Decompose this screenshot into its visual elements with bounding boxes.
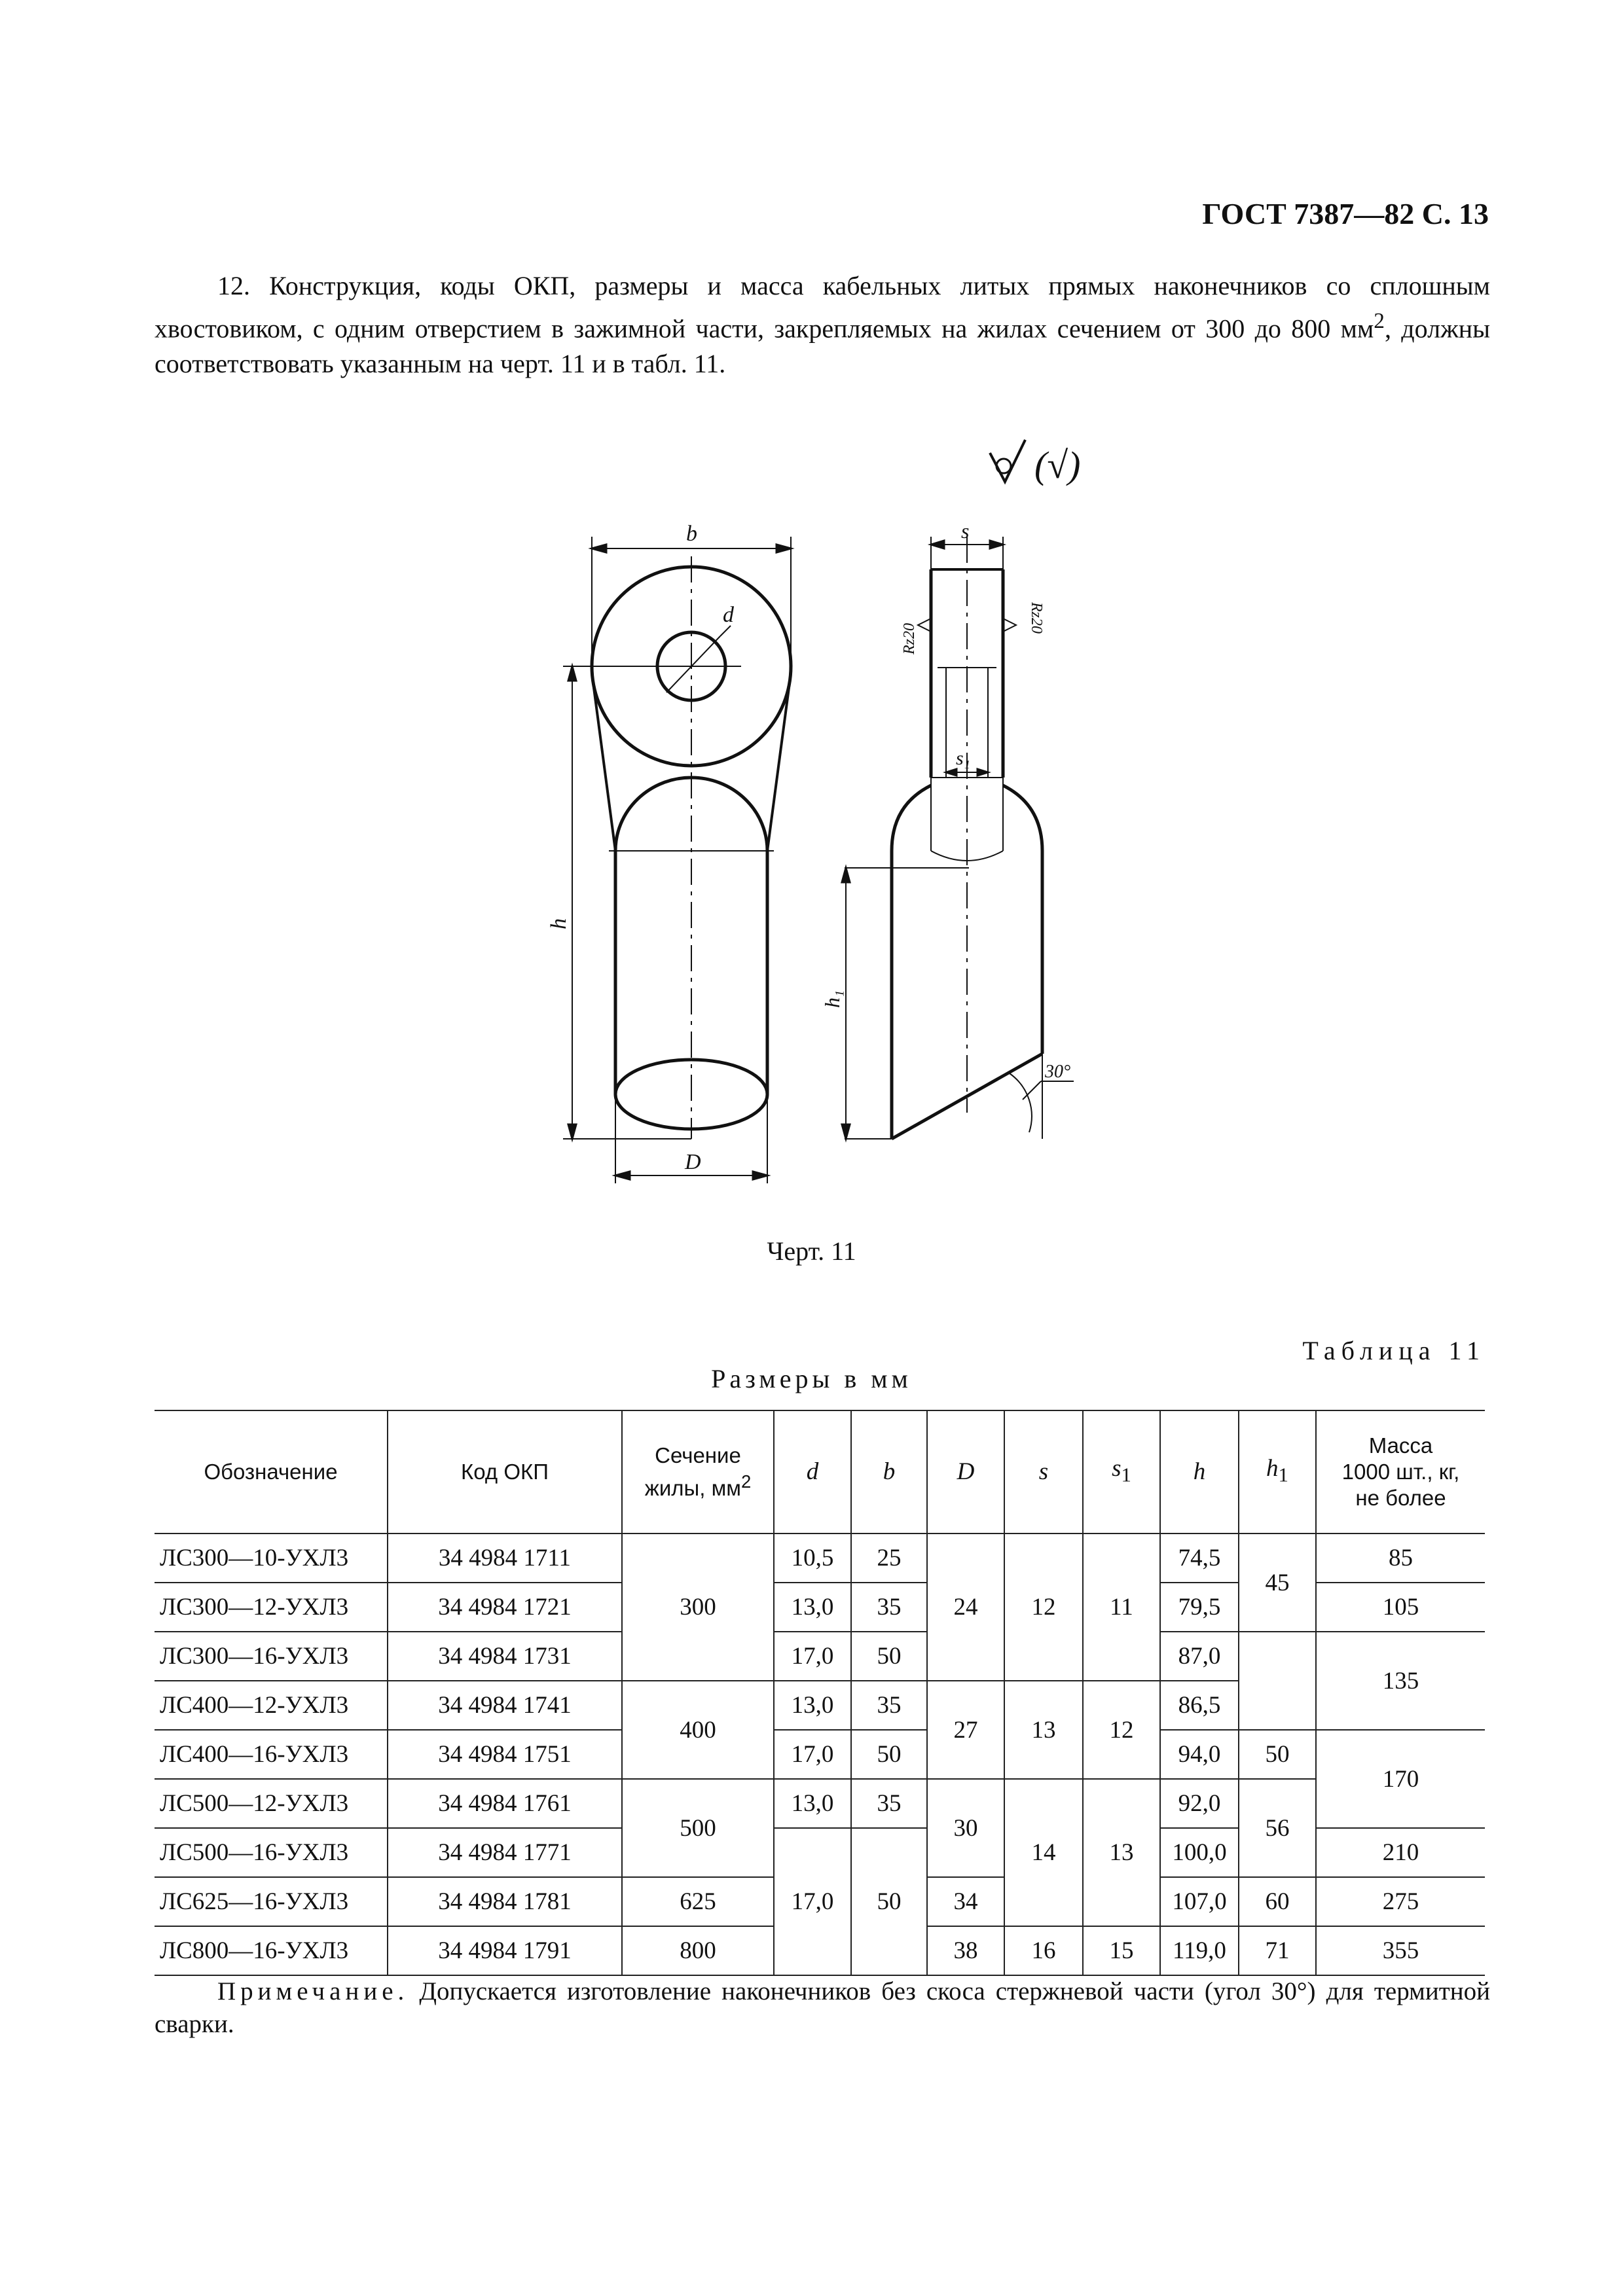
cell-h: 94,0 [1160,1730,1239,1779]
note-text: Допускается изготовление наконечников без скоса стержневой части (угол 30°) для термитной сварки. [155,1977,1490,2038]
figure-caption: Черт. 11 [767,1236,856,1266]
cell-designation: ЛС300—16-УХЛ3 [155,1632,388,1681]
cell-mass: 275 [1316,1877,1485,1926]
cell-h: 87,0 [1160,1632,1239,1681]
cell-h: 119,0 [1160,1926,1239,1975]
table-header-row [155,1410,1485,1534]
clause-text: Конструкция, коды ОКП, размеры и масса кабельных литых прямых наконечников со сплошным хвостовиком, с одним отверстием в зажимной части, закрепляемых на жилах сечением от 300 до 800 мм [155,271,1490,344]
col-mass: Масса 1000 шт., кг, не более [1316,1410,1485,1534]
col-section: Сечение жилы, $мм^2$ [622,1410,774,1534]
cell-section: 300 [622,1534,774,1681]
cell-designation: ЛС500—12-УХЛ3 [155,1779,388,1828]
cell-h: 74,5 [1160,1534,1239,1583]
cell-section: 400 [622,1681,774,1779]
cell-h1: 71 [1239,1926,1316,1975]
cell-mass: 135 [1316,1632,1485,1730]
label-h: h [547,918,571,929]
note-label: Примечание. [217,1977,409,2005]
cell-okp: 34 4984 1741 [388,1681,622,1730]
label-h1: h₁ [820,990,844,1008]
front-view [563,537,791,1183]
cell-h1: 60 [1239,1877,1316,1926]
cell-D: 24 [927,1534,1004,1681]
cell-designation: ЛС400—12-УХЛ3 [155,1681,388,1730]
cell-designation: ЛС500—16-УХЛ3 [155,1828,388,1877]
label-angle: 30° [1045,1062,1071,1082]
cell-h1: 56 [1239,1779,1316,1877]
roughness-symbol-icon [990,440,1025,482]
label-rz-left: Rz20 [901,623,918,655]
cell-s: 13 [1004,1681,1083,1779]
cell-okp: 34 4984 1711 [388,1534,622,1583]
col-h1: $h_1$ [1239,1410,1316,1534]
cell-okp: 34 4984 1731 [388,1632,622,1681]
cell-s1: 13 [1083,1779,1160,1926]
col-s: s [1004,1410,1083,1534]
cell-mass: 85 [1316,1534,1485,1583]
col-D: D [927,1410,1004,1534]
cell-D: 30 [927,1779,1004,1877]
cell-h: 86,5 [1160,1681,1239,1730]
clause-number: 12. [217,271,250,300]
cell-okp: 34 4984 1761 [388,1779,622,1828]
cell-s1: 11 [1083,1534,1160,1681]
col-s1: $s_1$ [1083,1410,1160,1534]
cell-d: 10,5 [774,1534,851,1583]
cell-b: 35 [851,1583,927,1632]
cell-d: 13,0 [774,1779,851,1828]
cell-s: 16 [1004,1926,1083,1975]
cell-b: 50 [851,1730,927,1779]
cell-D: 34 [927,1877,1004,1926]
col-h: h [1160,1410,1239,1534]
cell-d: 17,0 [774,1828,851,1975]
cell-h: 79,5 [1160,1583,1239,1632]
table-row [155,1779,1485,1828]
units-label: Размеры в мм [711,1364,912,1393]
label-d: d [723,603,734,627]
cell-okp: 34 4984 1791 [388,1926,622,1975]
cell-section: 800 [622,1926,774,1975]
cell-okp: 34 4984 1771 [388,1828,622,1877]
cell-h1: 45 [1239,1534,1316,1632]
table-row [155,1632,1485,1681]
col-d: d [774,1410,851,1534]
table-note [155,1975,1490,2041]
cell-s1: 15 [1083,1926,1160,1975]
cell-section: 625 [622,1877,774,1926]
roughness-mark: (√) [1034,444,1081,486]
cell-s: 12 [1004,1534,1083,1681]
cell-h1: 50 [1239,1730,1316,1779]
cell-d: 17,0 [774,1632,851,1681]
cell-designation: ЛС625—16-УХЛ3 [155,1877,388,1926]
cell-D: 38 [927,1926,1004,1975]
table-row [155,1730,1485,1779]
cell-b: 50 [851,1828,927,1975]
col-b: b [851,1410,927,1534]
clause-sup: 2 [1374,309,1385,333]
cell-h: 100,0 [1160,1828,1239,1877]
cell-mass: 355 [1316,1926,1485,1975]
cell-designation: ЛС400—16-УХЛ3 [155,1730,388,1779]
cell-designation: ЛС800—16-УХЛ3 [155,1926,388,1975]
label-s: s [961,519,970,543]
label-s1: s₁ [956,747,971,769]
cell-b: 35 [851,1779,927,1828]
cell-designation: ЛС300—12-УХЛ3 [155,1583,388,1632]
cell-s: 14 [1004,1779,1083,1926]
col-designation: Обозначение [155,1410,388,1534]
cell-s1: 12 [1083,1681,1160,1779]
cell-h: 92,0 [1160,1779,1239,1828]
cell-d: 17,0 [774,1730,851,1779]
cell-mass: 170 [1316,1730,1485,1828]
cell-h1-empty [1239,1632,1316,1730]
cell-D: 27 [927,1681,1004,1779]
cell-h: 107,0 [1160,1877,1239,1926]
cell-okp: 34 4984 1721 [388,1583,622,1632]
label-b: b [686,522,697,546]
cell-b: 35 [851,1681,927,1730]
table-label: Таблица 11 [1302,1336,1486,1365]
label-rz-right: Rz20 [1028,602,1045,634]
cell-okp: 34 4984 1781 [388,1877,622,1926]
col-okp: Код ОКП [388,1410,622,1534]
cell-b: 50 [851,1632,927,1681]
cell-okp: 34 4984 1751 [388,1730,622,1779]
clause-text-end: , должны соответствовать указанным на черт. 11 и в табл. 11. [155,314,1490,379]
cell-mass: 105 [1316,1583,1485,1632]
page-header: ГОСТ 7387—82 С. 13 [1202,197,1489,230]
cell-b: 25 [851,1534,927,1583]
cell-designation: ЛС300—10-УХЛ3 [155,1534,388,1583]
table-row [155,1534,1485,1583]
cell-section: 500 [622,1779,774,1877]
dimensions-table [155,1410,1485,1976]
cell-mass: 210 [1316,1828,1485,1877]
cell-d: 13,0 [774,1583,851,1632]
label-D: D [685,1150,701,1174]
cell-d: 13,0 [774,1681,851,1730]
